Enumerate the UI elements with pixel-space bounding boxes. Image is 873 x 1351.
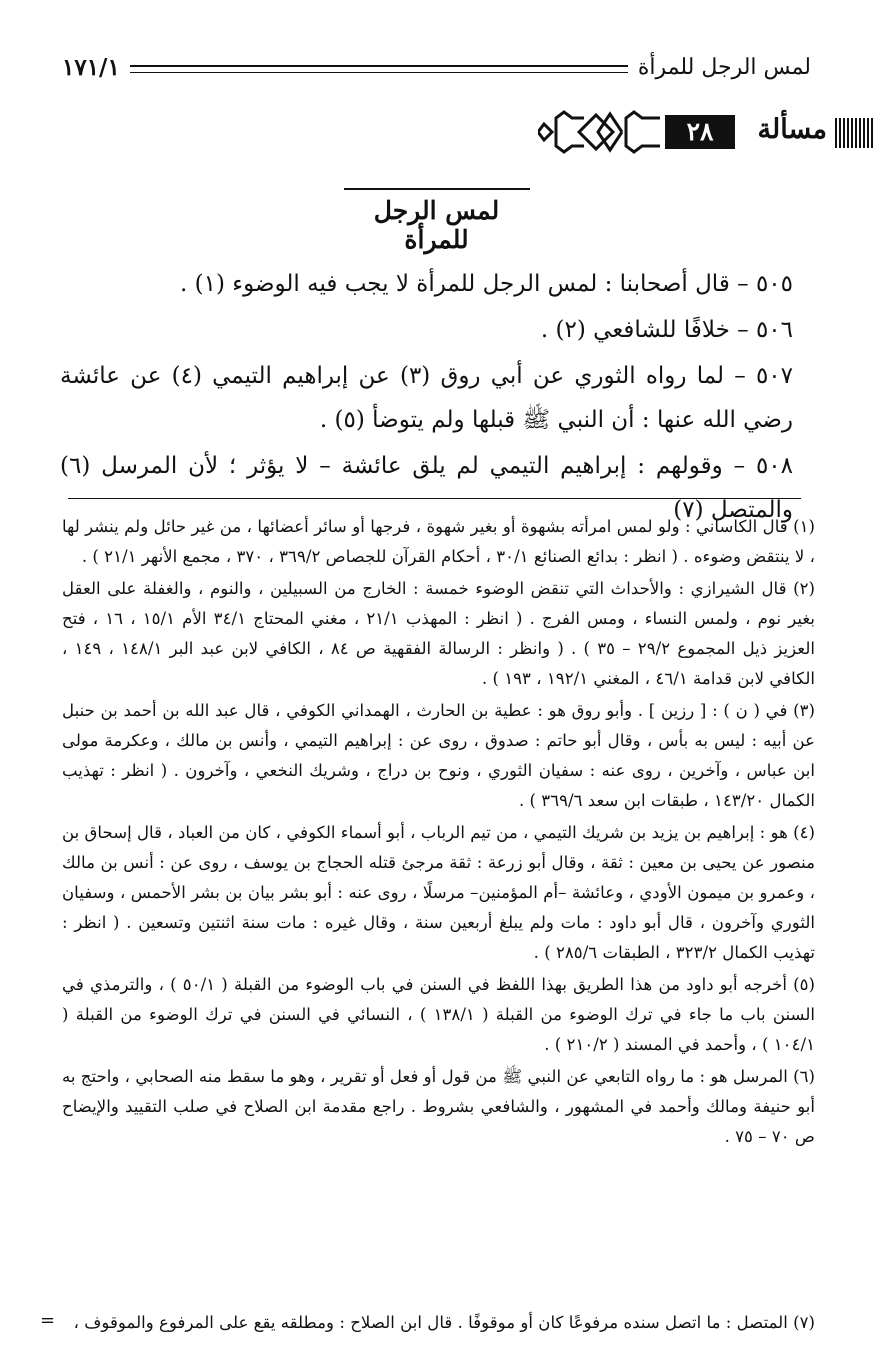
running-header	[62, 50, 811, 84]
main-text	[60, 262, 793, 532]
footnote-3: (٣) في ( ن ) : [ رزين ] . وأبو روق هو : عطية بن الحارث ، الهمداني الكوفي ، قال عبد الله بن أحمد بن حنبل عن أبيه : ليس به بأس ، وقال أبو حاتم : صدوق ، روى عن : إبراهيم التيمي ، وأنس بن مالك ، وعكرمة مولى ابن عباس ، وآخرين ، روى عنه : سفيان الثوري ، ونوح بن دراج ، وشريك النخعي ، وآخرون . ( انظر : تهذيب الكمال ١٤٣/٢٠ ، طبقات ابن سعد ٣٦٩/٦ ) .	[62, 701, 815, 810]
issue-label: مسألة	[757, 114, 827, 145]
paragraph-506: ٥٠٦ – خلافًا للشافعي (٢) .	[540, 317, 793, 343]
topic-heading	[0, 188, 873, 254]
footnote-1: (١) قال الكاساني : ولو لمس امرأته بشهوة أو بغير شهوة ، فرجها أو سائر أعضائها ، من غير حائل ولم ينشر لها ، لا ينتقض وضوءه . ( انظر : بدائع الصنائع ٣٠/١ ، أحكام القرآن للجصاص ٣٦٩/٢ ، ٣٧٠ ، مجمع الأنهر ٢١/١ ) .	[62, 517, 815, 566]
footnote-5: (٥) أخرجه أبو داود من هذا الطريق بهذا اللفظ في السنن في باب الوضوء من القبلة ( ٥٠/١ ) ، والترمذي في السنن باب ما جاء في ترك الوضوء من القبلة ( ١٣٨/١ ) ، النسائي في السنن في ترك الوضوء من القبلة ( ١٠٤/١ ) ، وأحمد في المسند ( ٢١٠/٢ ) .	[62, 975, 816, 1054]
decorative-ornament-icon	[538, 106, 664, 158]
paragraph-507: ٥٠٧ – لما رواه الثوري عن أبي روق (٣) عن إبراهيم التيمي (٤) عن عائشة رضي الله عنها : أن النبي ﷺ قبلها ولم يتوضأ (٥) .	[60, 363, 793, 433]
paragraph-508: ٥٠٨ – وقولهم : إبراهيم التيمي لم يلق عائشة – لا يؤثر ؛ لأن المرسل (٦) والمتصل (٧)	[60, 453, 793, 523]
running-title: لمس الرجل للمرأة	[637, 54, 811, 80]
page-reference: ١٧١/١	[62, 53, 120, 81]
footnotes	[62, 512, 815, 1154]
issue-number: ٢٨	[665, 115, 735, 149]
paragraph-505: ٥٠٥ – قال أصحابنا : لمس الرجل للمرأة لا يجب فيه الوضوء (١) .	[180, 271, 793, 297]
continuation-mark: =	[40, 1310, 56, 1331]
issue-banner	[0, 104, 873, 160]
topic-title: لمس الرجل للمرأة	[373, 196, 500, 254]
footnote-2: (٢) قال الشيرازي : والأحداث التي تنقض الوضوء خمسة : الخارج من السبيلين ، والنوم ، والغفلة على العقل بغير نوم ، ولمس النساء ، ومس الفرج . ( انظر : المهذب ٢١/١ ، مغني المحتاج ٣٤/١ الأم ١٥/١ ، ١٦ ، فتح العزيز ذيل المجموع ٢٩/٢ – ٣٥ ) . ( وانظر : الرسالة الفقهية ص ٨٤ ، الكافي لابن عبد البر ١٤٨/١ ، ١٤٩ ، الكافي لابن قدامة ٤٦/١ ، المغني ١٩٢/١ ، ١٩٣ ) .	[62, 579, 815, 688]
footnote-7: (٧) المتصل : ما اتصل سنده مرفوعًا كان أو موقوفًا . قال ابن الصلاح : ومطلقه يقع على المرفوع والموقوف ،	[73, 1313, 815, 1332]
footnote-4: (٤) هو : إبراهيم بن يزيد بن شريك التيمي ، من تيم الرباب ، أبو أسماء الكوفي ، كان من العباد ، قال إسحاق بن منصور عن يحيى بن معين : ثقة ، وقال أبو زرعة : ثقة مرجئ قتله الحجاج بن يوسف ، روى عن : أنس بن مالك ، وعمرو بن ميمون الأودي ، وعائشة –أم المؤمنين– مرسلًا ، روى عنه : أبو بشر بيان بن بشر الأحمس ، وسفيان الثوري وآخرون ، قال أبو داود : مات ولم يبلغ أربعين سنة ، وقال غيره : مات سنة اثنتين وتسعين . ( انظر : تهذيب الكمال ٣٢٣/٢ ، الطبقات ٢٨٥/٦ ) .	[62, 823, 816, 962]
header-rule	[130, 65, 628, 73]
footnote-6: (٦) المرسل هو : ما رواه التابعي عن النبي ﷺ من قول أو فعل أو تقرير ، وهو ما سقط منه الصحابي ، واحتج به أبو حنيفة ومالك وأحمد في المشهور ، والشافعي بشروط . راجع مقدمة ابن الصلاح في صلب التقييد والإيضاح ص ٧٠ – ٧٥ .	[62, 1067, 815, 1146]
banner-bars-ornament	[833, 118, 873, 148]
footnote-separator	[68, 498, 801, 499]
topic-overline	[344, 188, 530, 254]
